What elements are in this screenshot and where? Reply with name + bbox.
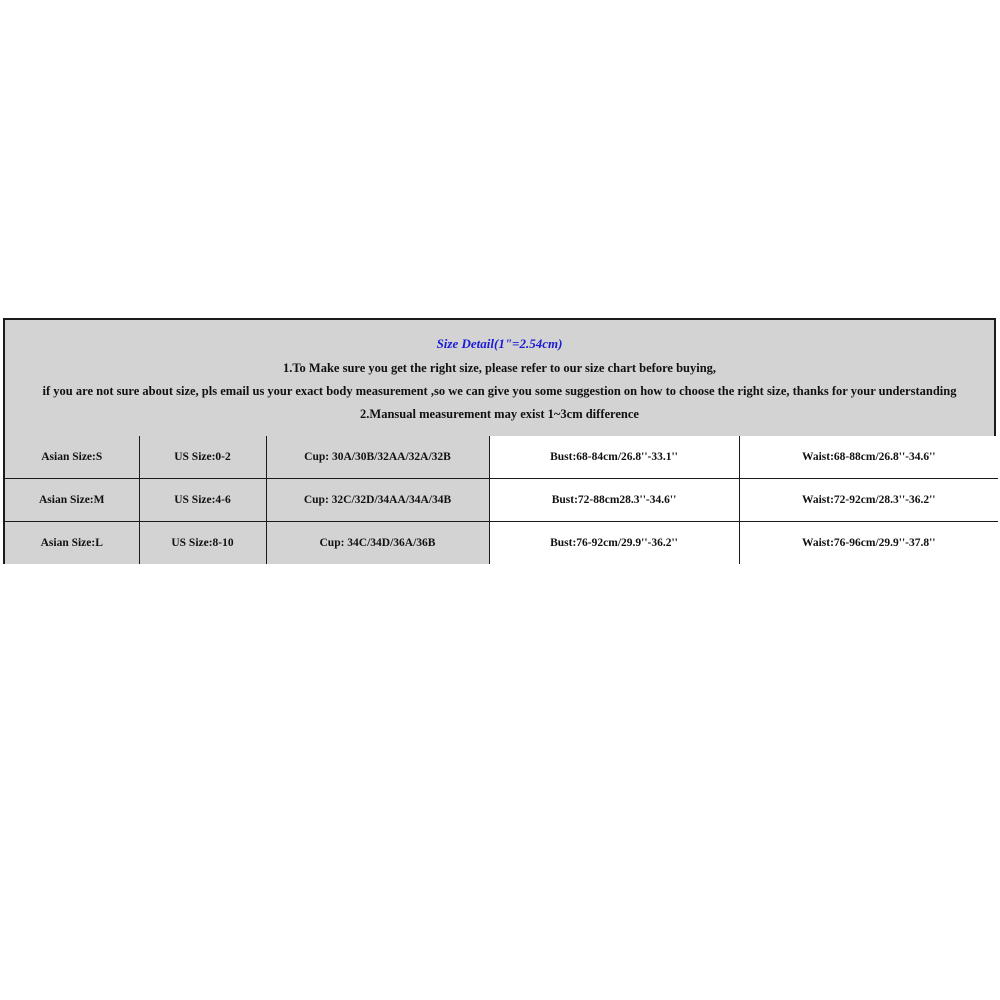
size-chart-header	[5, 320, 994, 437]
waist-cell: Waist:76-96cm/29.9''-37.8''	[739, 522, 998, 565]
us-size-cell: US Size:0-2	[139, 436, 266, 479]
bust-cell: Bust:68-84cm/26.8''-33.1''	[489, 436, 739, 479]
waist-cell: Waist:68-88cm/26.8''-34.6''	[739, 436, 998, 479]
cup-size-cell: Cup: 30A/30B/32AA/32A/32B	[266, 436, 489, 479]
note-line-2: if you are not sure about size, pls email us your exact body measurement ,so we can give you some suggestion on how to choose the right size, thanks for your understanding	[42, 384, 957, 398]
note-line-1: 1.To Make sure you get the right size, please refer to our size chart before buying,	[282, 361, 717, 375]
size-chart-title: Size Detail(1"=2.54cm)	[436, 336, 563, 351]
cup-size-cell: Cup: 32C/32D/34AA/34A/34B	[266, 479, 489, 522]
table-row	[5, 522, 998, 565]
size-table	[5, 436, 998, 564]
cup-size-cell: Cup: 34C/34D/36A/36B	[266, 522, 489, 565]
us-size-cell: US Size:4-6	[139, 479, 266, 522]
bust-cell: Bust:72-88cm28.3''-34.6''	[489, 479, 739, 522]
us-size-cell: US Size:8-10	[139, 522, 266, 565]
waist-cell: Waist:72-92cm/28.3''-36.2''	[739, 479, 998, 522]
asian-size-cell: Asian Size:M	[5, 479, 139, 522]
size-chart	[3, 318, 996, 564]
note-line-3: 2.Mansual measurement may exist 1~3cm difference	[360, 407, 639, 421]
asian-size-cell: Asian Size:L	[5, 522, 139, 565]
table-row	[5, 436, 998, 479]
asian-size-cell: Asian Size:S	[5, 436, 139, 479]
bust-cell: Bust:76-92cm/29.9''-36.2''	[489, 522, 739, 565]
table-row	[5, 479, 998, 522]
